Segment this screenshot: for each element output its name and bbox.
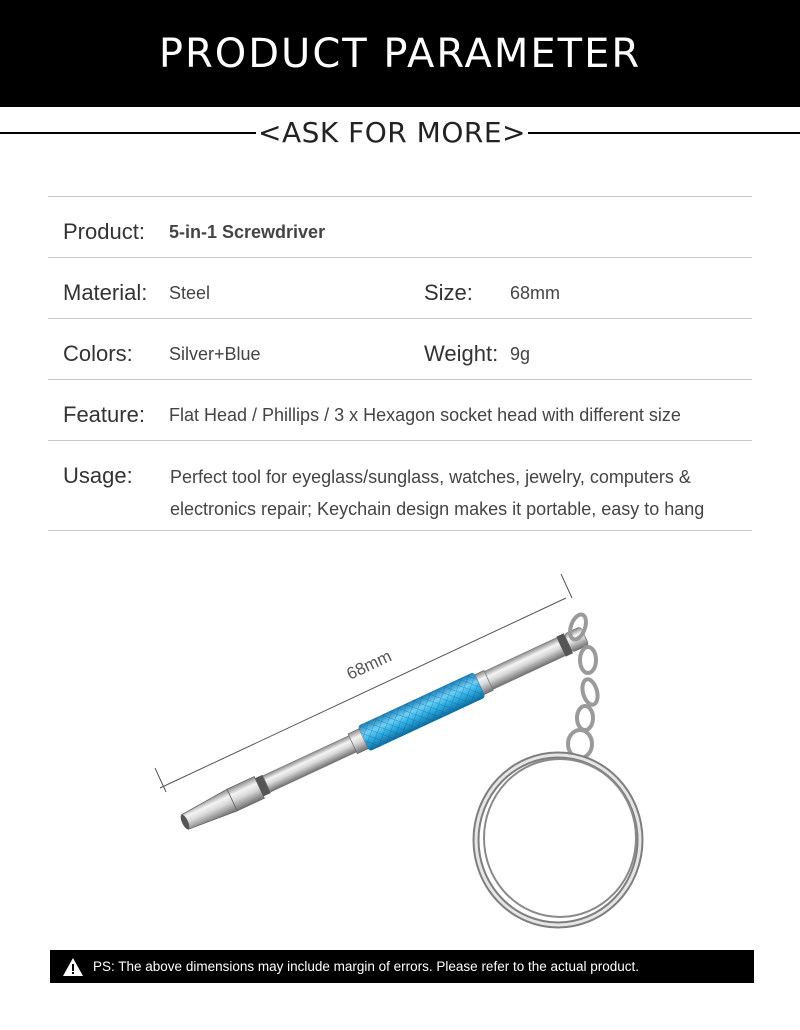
disclaimer-bar — [50, 950, 754, 983]
size-value: 68mm — [510, 283, 561, 303]
size-label: Size: — [424, 280, 473, 305]
material-value: Steel — [169, 283, 211, 303]
weight-value: 9g — [510, 344, 531, 364]
page-title: PRODUCT PARAMETER — [158, 30, 642, 77]
divider-left — [0, 132, 256, 134]
param-row-usage — [48, 440, 752, 531]
product-label: Product: — [63, 219, 145, 244]
usage-label: Usage: — [63, 463, 133, 488]
feature-value: Flat Head / Phillips / 3 x Hexagon socket head with different size — [169, 405, 681, 425]
keychain-chain-icon — [567, 612, 600, 758]
colors-value: Silver+Blue — [169, 344, 261, 364]
usage-line-1: Perfect tool for eyeglass/sunglass, watches, jewelry, computers & — [170, 467, 691, 487]
subtitle-row — [0, 112, 800, 156]
divider-right — [528, 132, 800, 134]
product-photo — [0, 540, 800, 940]
key-ring-icon — [476, 755, 640, 925]
param-row-product — [48, 196, 752, 257]
disclaimer-text: PS: The above dimensions may include margin of errors. Please refer to the actual product. — [93, 959, 640, 974]
dimension-line — [155, 574, 572, 792]
usage-line-2: electronics repair; Keychain design makes it portable, easy to hang — [170, 499, 705, 519]
product-value: 5-in-1 Screwdriver — [169, 222, 326, 242]
colors-label: Colors: — [63, 341, 133, 366]
parameter-table — [48, 196, 752, 531]
material-label: Material: — [63, 280, 148, 305]
param-row-material — [48, 257, 752, 318]
dimension-label: 68mm — [343, 646, 395, 684]
header-banner — [0, 0, 800, 107]
feature-label: Feature: — [63, 402, 145, 427]
param-row-colors — [48, 318, 752, 379]
param-row-feature — [48, 379, 752, 440]
usage-value — [170, 461, 770, 525]
subtitle: <ASK FOR MORE> — [258, 116, 526, 149]
weight-label: Weight: — [424, 341, 499, 366]
warning-icon — [62, 956, 84, 978]
